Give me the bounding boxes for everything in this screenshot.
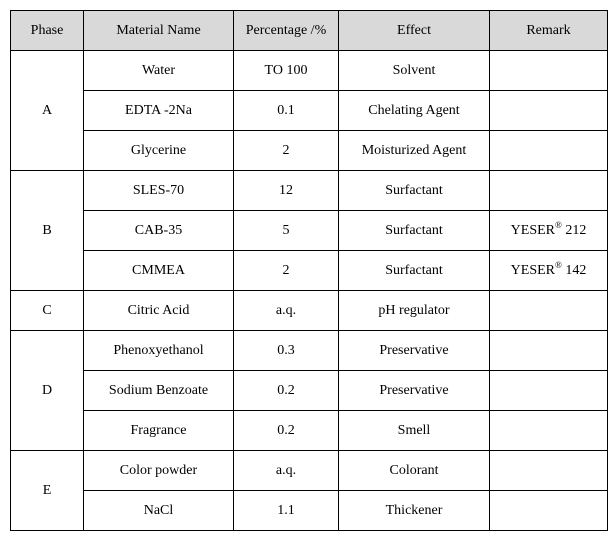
remark-cell <box>490 91 608 131</box>
table-row <box>11 491 608 531</box>
table-row <box>11 211 608 251</box>
table-row <box>11 251 608 291</box>
material-cell: Fragrance <box>84 411 234 451</box>
material-cell: CAB-35 <box>84 211 234 251</box>
remark-number: 212 <box>565 222 587 238</box>
remark-cell <box>490 251 608 291</box>
material-cell: Water <box>84 51 234 91</box>
header-material-name: Material Name <box>84 11 234 51</box>
table-row <box>11 371 608 411</box>
effect-cell: Preservative <box>339 371 490 411</box>
effect-cell: Smell <box>339 411 490 451</box>
table-row <box>11 131 608 171</box>
material-cell: Phenoxyethanol <box>84 331 234 371</box>
phase-cell-b: B <box>11 171 84 291</box>
remark-cell <box>490 411 608 451</box>
percentage-cell: 0.2 <box>234 371 339 411</box>
table-row <box>11 51 608 91</box>
remark-brand: YESER <box>510 222 555 238</box>
remark-cell <box>490 491 608 531</box>
header-row <box>11 11 608 51</box>
table-row <box>11 291 608 331</box>
remark-cell <box>490 211 608 251</box>
effect-cell: Chelating Agent <box>339 91 490 131</box>
remark-cell <box>490 171 608 211</box>
table-row <box>11 331 608 371</box>
effect-cell: Surfactant <box>339 251 490 291</box>
material-cell: Sodium Benzoate <box>84 371 234 411</box>
remark-cell <box>490 131 608 171</box>
percentage-cell: a.q. <box>234 451 339 491</box>
effect-cell: Preservative <box>339 331 490 371</box>
remark-cell <box>490 331 608 371</box>
header-phase: Phase <box>11 11 84 51</box>
remark-cell <box>490 451 608 491</box>
phase-cell-c: C <box>11 291 84 331</box>
table-row <box>11 411 608 451</box>
formula-table <box>10 10 608 531</box>
material-cell: Glycerine <box>84 131 234 171</box>
percentage-cell: 0.2 <box>234 411 339 451</box>
remark-brand: YESER <box>510 262 555 278</box>
table-row <box>11 91 608 131</box>
registered-mark: ® <box>555 259 562 270</box>
header-remark: Remark <box>490 11 608 51</box>
registered-mark: ® <box>555 219 562 230</box>
percentage-cell: 0.3 <box>234 331 339 371</box>
remark-number: 142 <box>565 262 587 278</box>
header-effect: Effect <box>339 11 490 51</box>
material-cell: EDTA -2Na <box>84 91 234 131</box>
percentage-cell: 1.1 <box>234 491 339 531</box>
effect-cell: Moisturized Agent <box>339 131 490 171</box>
material-cell: SLES-70 <box>84 171 234 211</box>
effect-cell: Surfactant <box>339 211 490 251</box>
phase-cell-e: E <box>11 451 84 531</box>
percentage-cell: 0.1 <box>234 91 339 131</box>
remark-cell <box>490 51 608 91</box>
percentage-cell: TO 100 <box>234 51 339 91</box>
percentage-cell: 2 <box>234 131 339 171</box>
effect-cell: Surfactant <box>339 171 490 211</box>
remark-cell <box>490 371 608 411</box>
header-percentage: Percentage /% <box>234 11 339 51</box>
phase-cell-d: D <box>11 331 84 451</box>
percentage-cell: 12 <box>234 171 339 211</box>
effect-cell: Solvent <box>339 51 490 91</box>
phase-cell-a: A <box>11 51 84 171</box>
material-cell: NaCl <box>84 491 234 531</box>
effect-cell: Thickener <box>339 491 490 531</box>
percentage-cell: 5 <box>234 211 339 251</box>
percentage-cell: 2 <box>234 251 339 291</box>
remark-cell <box>490 291 608 331</box>
table-row <box>11 451 608 491</box>
percentage-cell: a.q. <box>234 291 339 331</box>
material-cell: CMMEA <box>84 251 234 291</box>
effect-cell: pH regulator <box>339 291 490 331</box>
material-cell: Citric Acid <box>84 291 234 331</box>
material-cell: Color powder <box>84 451 234 491</box>
table-row <box>11 171 608 211</box>
effect-cell: Colorant <box>339 451 490 491</box>
